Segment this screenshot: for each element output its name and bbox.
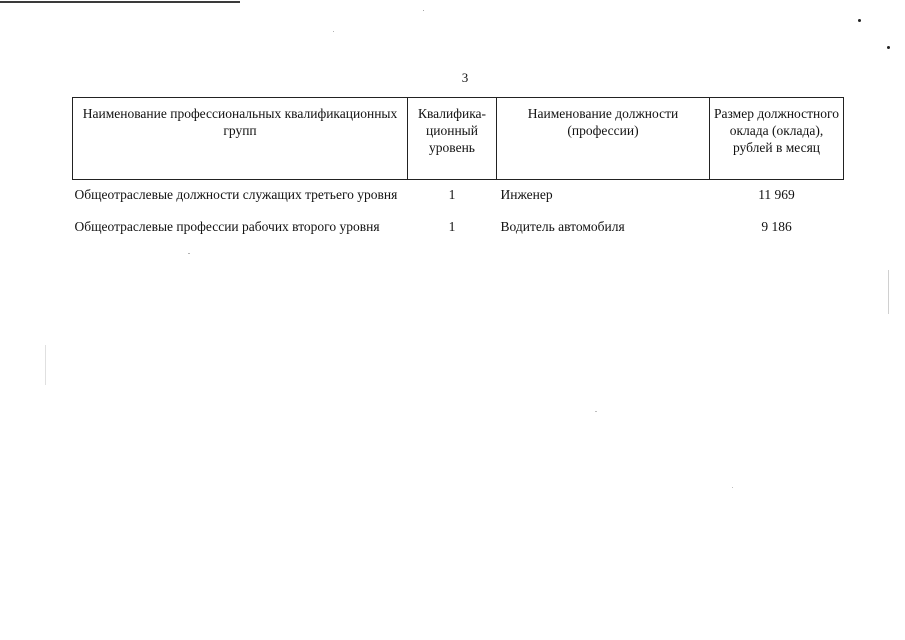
table-body bbox=[73, 180, 844, 236]
scan-speck bbox=[423, 10, 424, 11]
scan-speck bbox=[858, 19, 861, 22]
scan-speck bbox=[595, 411, 597, 412]
header-salary-size: Размер должностного оклада (оклада), рублей в месяц bbox=[710, 98, 844, 180]
cell-salary: 9 186 bbox=[761, 219, 792, 234]
cell-qualification-level: 1 bbox=[448, 187, 456, 202]
scan-speck bbox=[333, 31, 334, 32]
cell-position-name: Водитель автомобиля bbox=[500, 219, 625, 234]
scan-edge-mark bbox=[45, 345, 46, 385]
scan-speck bbox=[887, 46, 890, 49]
header-position-name: Наименование должности (профессии) bbox=[497, 98, 710, 180]
header-qualification-level: Квалифика-ционный уровень bbox=[408, 98, 497, 180]
cell-professional-group: Общеотраслевые должности служащих третьего уровня bbox=[74, 187, 398, 202]
table-header-row bbox=[73, 98, 844, 180]
page-number: 3 bbox=[461, 70, 469, 85]
cell-professional-group: Общеотраслевые профессии рабочих второго уровня bbox=[74, 219, 380, 234]
table-row bbox=[73, 180, 844, 204]
scan-speck bbox=[188, 253, 190, 254]
scan-speck bbox=[732, 487, 733, 488]
table-row bbox=[73, 203, 844, 235]
cell-qualification-level: 1 bbox=[448, 219, 456, 234]
scan-edge-mark bbox=[888, 270, 889, 314]
top-rule bbox=[0, 1, 240, 3]
cell-position-name: Инженер bbox=[500, 187, 553, 202]
salary-table bbox=[72, 97, 844, 235]
header-professional-group: Наименование профессиональных квалификационных групп bbox=[73, 98, 408, 180]
table-header bbox=[73, 98, 844, 180]
cell-salary: 11 969 bbox=[758, 187, 795, 202]
